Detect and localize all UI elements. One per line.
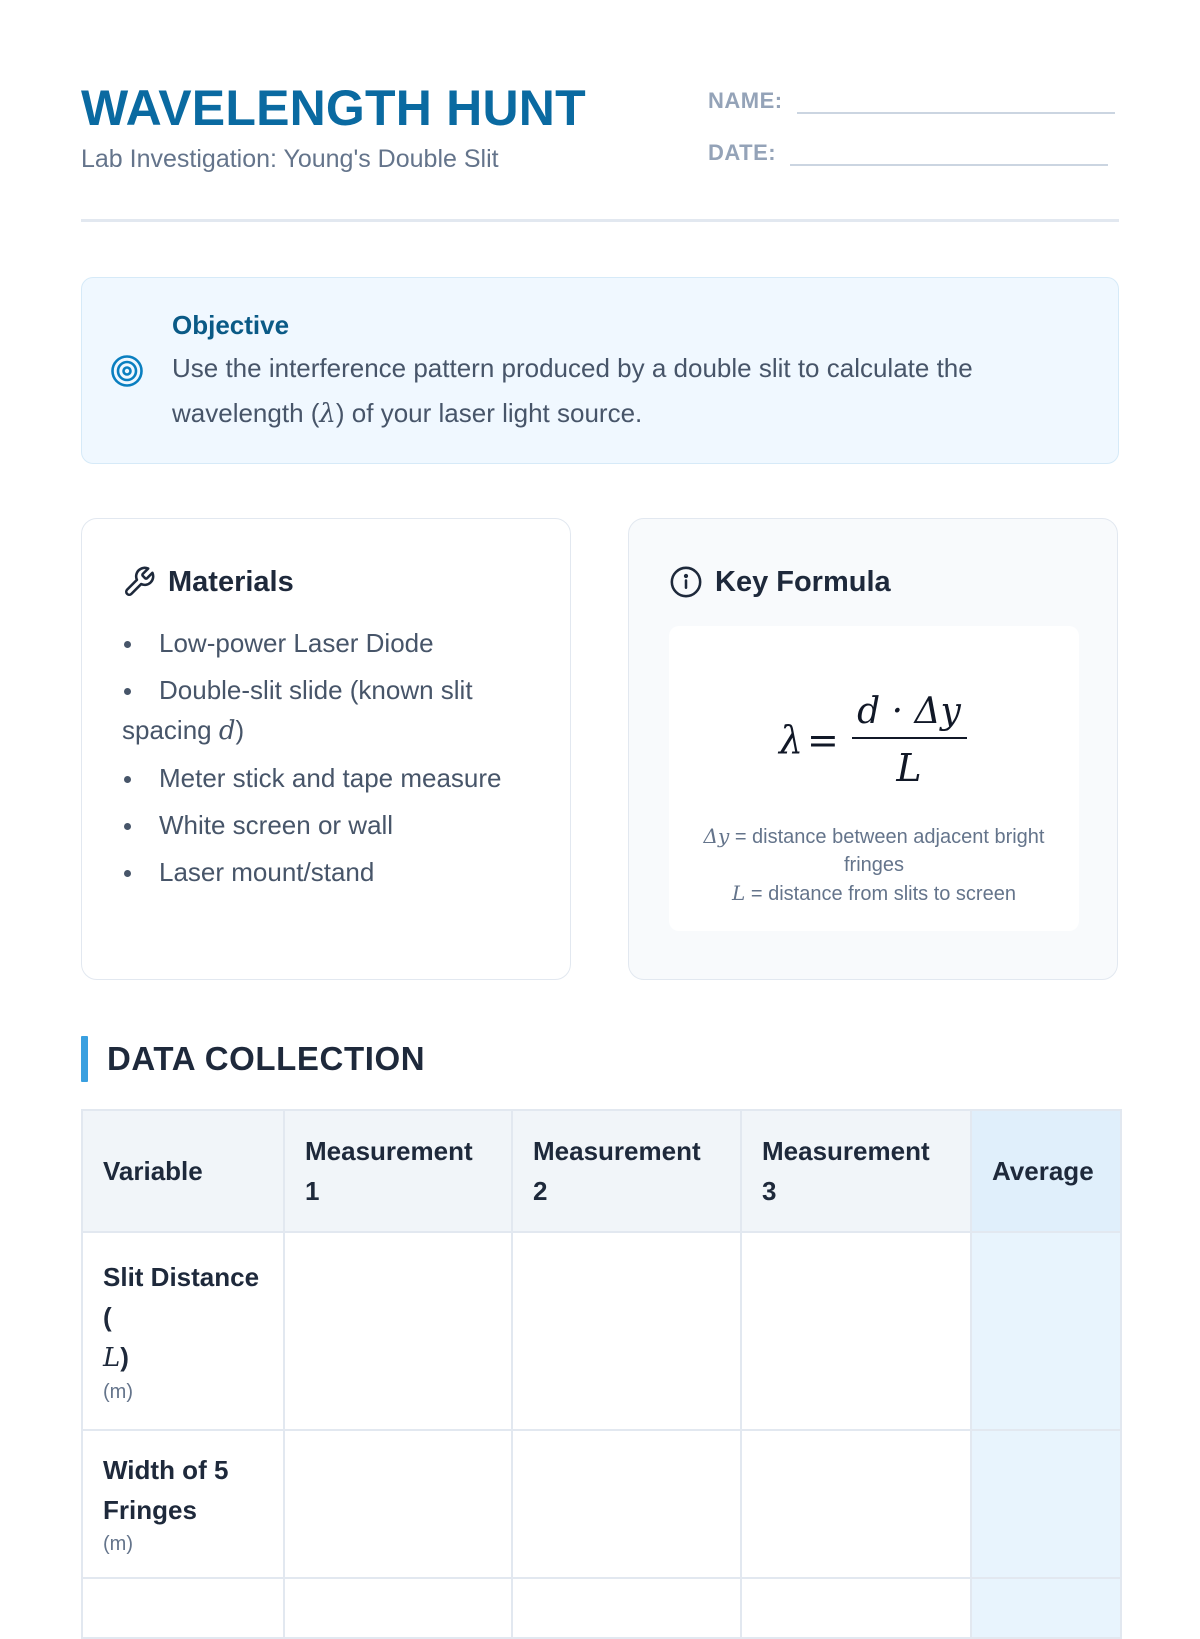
materials-heading xyxy=(122,565,294,599)
variable-unit: (m) xyxy=(103,1380,133,1403)
materials-list xyxy=(122,623,542,899)
list-item: Meter stick and tape measure xyxy=(122,758,542,798)
name-label: NAME: xyxy=(708,88,783,113)
list-item: Laser mount/stand xyxy=(122,852,542,892)
objective-text-start: Use the interference pattern produced by a double slit to calculate the wavelength ( xyxy=(172,353,973,428)
measurement-cell[interactable] xyxy=(284,1578,512,1638)
wrench-icon xyxy=(122,565,156,599)
measurement-cell[interactable] xyxy=(512,1578,741,1638)
data-table xyxy=(81,1109,1122,1639)
formula-lhs: λ xyxy=(779,718,804,762)
objective-text-end: ) of your laser light source. xyxy=(335,398,643,428)
column-header: Measurement 1 xyxy=(284,1110,512,1232)
formula-legend-line: L = distance from slits to screen xyxy=(732,881,1016,905)
date-field[interactable] xyxy=(708,138,1108,166)
delta-y-symbol: Δy xyxy=(703,824,730,848)
section-title: DATA COLLECTION xyxy=(107,1040,426,1077)
list-item: Low-power Laser Diode xyxy=(122,623,542,663)
objective-text xyxy=(172,346,1072,437)
page-subtitle: Lab Investigation: Young's Double Slit xyxy=(81,145,499,173)
info-icon xyxy=(669,565,703,599)
l-symbol: L xyxy=(732,881,746,905)
measurement-cell[interactable] xyxy=(512,1232,741,1430)
formula-title: Key Formula xyxy=(715,565,891,598)
list-item: Double-slit slide (known slit spacing d) xyxy=(122,670,542,751)
section-accent-bar xyxy=(81,1036,88,1082)
formula-numerator: d · Δy xyxy=(857,691,961,732)
list-item: White screen or wall xyxy=(122,805,542,845)
objective-title: Objective xyxy=(172,310,290,340)
variable-unit: (m) xyxy=(103,1533,133,1555)
target-icon xyxy=(110,354,144,388)
variable-cell xyxy=(82,1232,284,1430)
table-header-row xyxy=(82,1110,1121,1232)
table-row xyxy=(82,1578,1121,1638)
worksheet-header xyxy=(81,78,1119,222)
average-cell[interactable] xyxy=(971,1578,1121,1638)
measurement-cell[interactable] xyxy=(741,1232,971,1430)
column-header: Measurement 2 xyxy=(512,1110,741,1232)
materials-card xyxy=(81,518,571,980)
slit-spacing-symbol: d xyxy=(218,716,236,746)
materials-title: Materials xyxy=(168,565,294,598)
average-cell[interactable] xyxy=(971,1430,1121,1578)
measurement-cell[interactable] xyxy=(284,1232,512,1430)
name-input-line[interactable] xyxy=(797,86,1115,114)
page-title: WAVELENGTH HUNT xyxy=(81,80,586,136)
formula-card xyxy=(628,518,1118,980)
measurement-cell[interactable] xyxy=(741,1578,971,1638)
measurement-cell[interactable] xyxy=(512,1430,741,1578)
column-header: Measurement 3 xyxy=(741,1110,971,1232)
table-row xyxy=(82,1430,1121,1578)
average-cell[interactable] xyxy=(971,1232,1121,1430)
lambda-symbol: λ xyxy=(319,399,336,429)
variable-cell xyxy=(82,1430,284,1578)
formula-heading xyxy=(669,565,891,599)
formula-denominator: L xyxy=(896,746,922,790)
date-input-line[interactable] xyxy=(790,138,1108,166)
header-divider xyxy=(81,219,1119,222)
variable-name: Slit Distance ( L) xyxy=(103,1261,260,1373)
variable-name: Width of 5 Fringes xyxy=(103,1455,229,1525)
formula-equals: = xyxy=(807,718,839,762)
measurement-cell[interactable] xyxy=(741,1430,971,1578)
formula-legend xyxy=(689,822,1059,908)
measurement-cell[interactable] xyxy=(284,1430,512,1578)
name-field[interactable] xyxy=(708,86,1115,114)
variable-cell xyxy=(82,1578,284,1638)
table-row xyxy=(82,1232,1121,1430)
column-header: Average xyxy=(971,1110,1121,1232)
column-header: Variable xyxy=(82,1110,284,1232)
formula-box xyxy=(669,626,1079,931)
objective-panel xyxy=(81,277,1119,464)
wavelength-formula xyxy=(669,666,1079,796)
date-label: DATE: xyxy=(708,140,777,165)
formula-legend-line: Δy = distance between adjacent bright fringes xyxy=(703,824,1045,876)
